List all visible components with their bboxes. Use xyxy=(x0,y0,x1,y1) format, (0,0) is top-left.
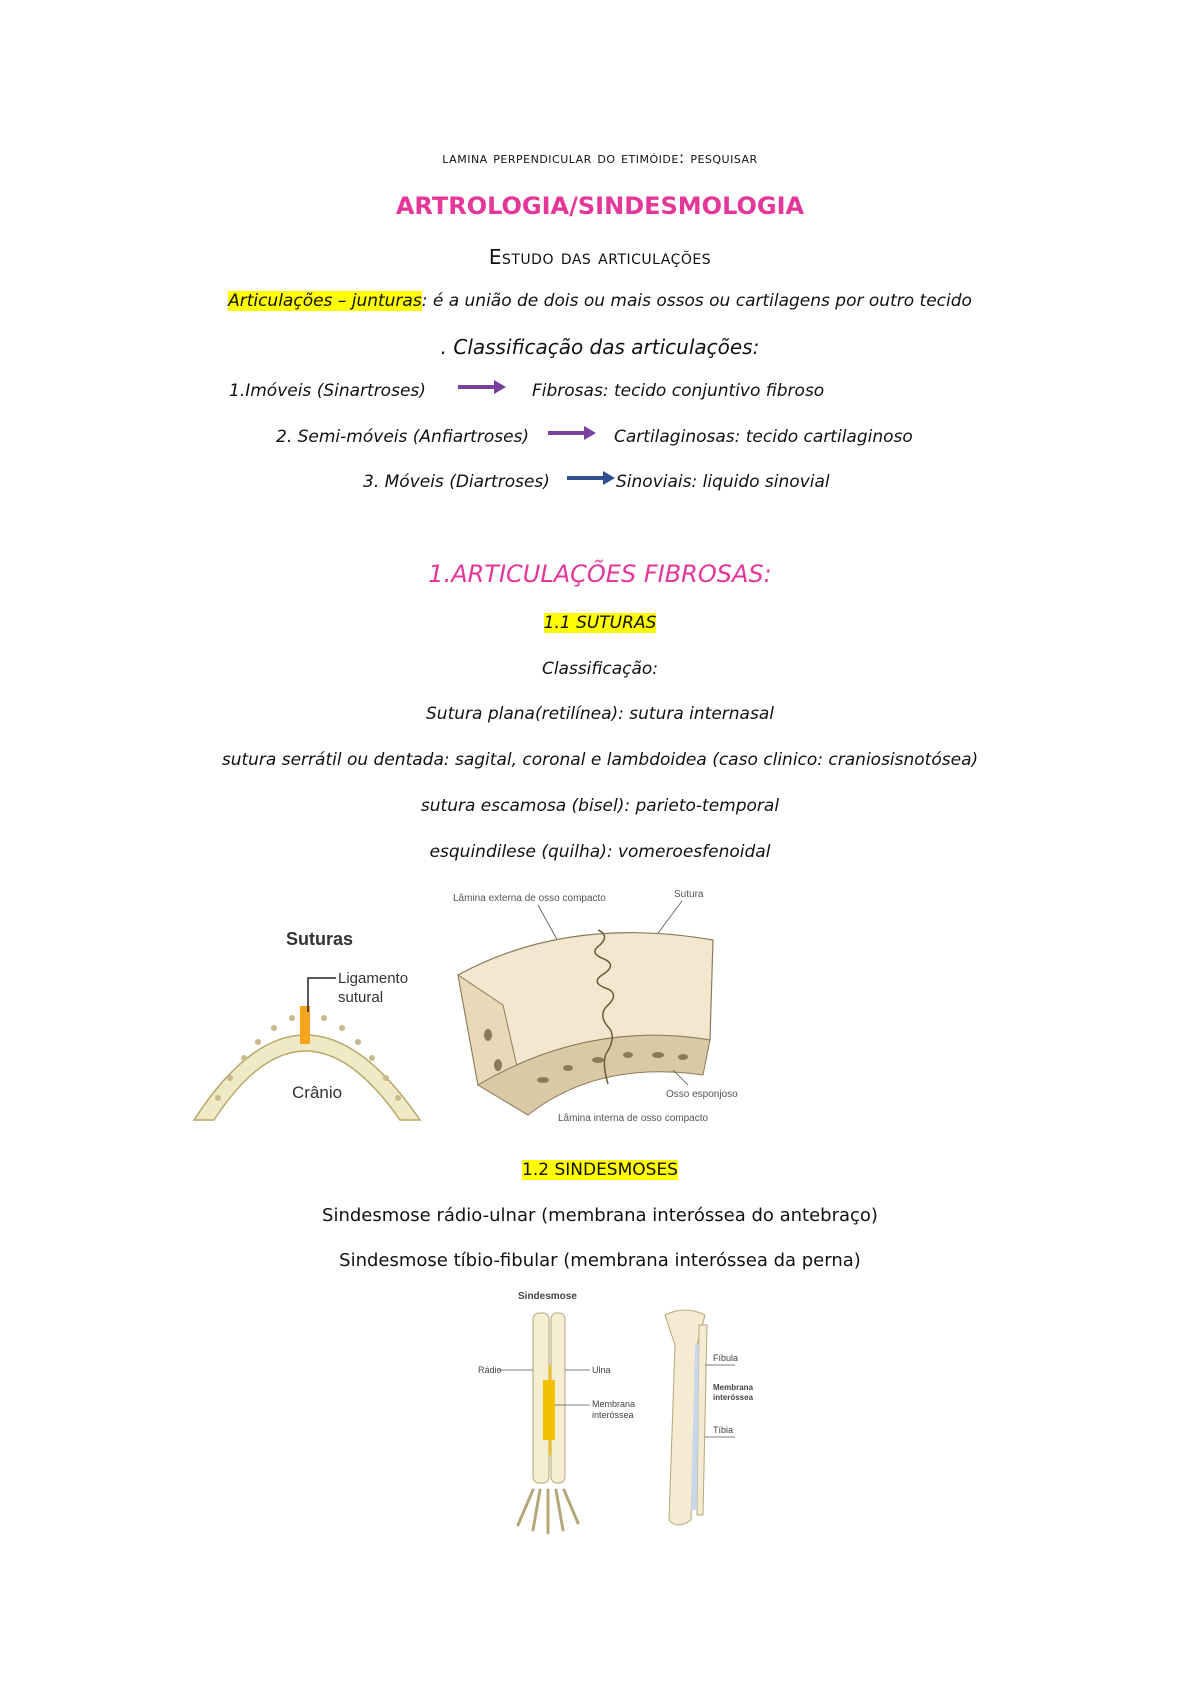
suturas-fig-cranio: Crânio xyxy=(292,1083,343,1102)
sub11-heading: 1.1 SUTURAS xyxy=(543,613,657,633)
class-2-right: Cartilaginosas: tecido cartilaginoso xyxy=(614,427,913,447)
main-title: ARTROLOGIA/SINDESMOLOGIA xyxy=(395,192,805,220)
bone-label-sutura: Sutura xyxy=(674,889,704,900)
forearm-label-membrana-2: interóssea xyxy=(592,1410,634,1420)
suturas-figure xyxy=(188,920,458,1125)
class-2-left: 2. Semi-móveis (Anfiartroses) xyxy=(276,427,530,447)
suturas-fig-title: Suturas xyxy=(286,929,354,949)
suturas-fig-ligamento-2: sutural xyxy=(338,989,384,1006)
forearm-title: Sindesmose xyxy=(518,1291,577,1302)
definition-line xyxy=(0,291,1200,311)
tibia-label-membrana-2: interóssea xyxy=(713,1393,754,1402)
subtitle: Estudo das articulações xyxy=(488,245,712,269)
sutura-line-4: esquindilese (quilha): vomeroesfenoidal xyxy=(429,842,771,862)
bone-label-spongy: Osso esponjoso xyxy=(666,1089,738,1100)
sutura-line-2: sutura serrátil ou dentada: sagital, coronal e lambdoidea (caso clinico: craniosisnotósea) xyxy=(221,750,979,770)
sindesmose-line-1: Sindesmose rádio-ulnar (membrana interóssea do antebraço) xyxy=(322,1205,878,1226)
class-1-right: Fibrosas: tecido conjuntivo fibroso xyxy=(532,381,825,401)
bone-label-external: Lâmina externa de osso compacto xyxy=(453,893,606,904)
forearm-label-membrana-1: Membrana xyxy=(592,1399,636,1409)
forearm-label-radio: Rádio xyxy=(478,1365,502,1375)
arrow-1-head xyxy=(494,380,506,394)
tibia-label-fibula: Fíbula xyxy=(713,1353,739,1363)
class-3-right: Sinoviais: liquido sinovial xyxy=(616,472,830,492)
tibia-label-membrana-1: Membrana xyxy=(713,1383,754,1392)
classification-title: . Classificação das articulações: xyxy=(440,335,760,359)
bone-block-figure xyxy=(448,885,758,1130)
arrow-icon xyxy=(565,467,617,489)
tibia-fibula-figure xyxy=(655,1305,775,1535)
class-3-left: 3. Móveis (Diartroses) xyxy=(363,472,550,492)
sindesmose-line-2: Sindesmose tíbio-fibular (membrana interóssea da perna) xyxy=(339,1250,861,1271)
bone-label-internal: Lâmina interna de osso compacto xyxy=(558,1113,709,1124)
arrow-icon xyxy=(546,422,598,444)
sub11-heading-wrap xyxy=(0,613,1200,633)
arrow-3-head xyxy=(603,471,615,485)
top-note: lamina perpendicular do etimóide: pesquisar xyxy=(442,148,758,167)
definition-term: Articulações – junturas xyxy=(228,291,422,311)
definition-text: : é a união de dois ou mais ossos ou cartilagens por outro tecido xyxy=(421,291,972,311)
sub11-classification-label: Classificação: xyxy=(541,659,659,679)
tibia-label-tibia: Tíbia xyxy=(713,1425,734,1435)
sutura-line-1: Sutura plana(retilínea): sutura internasal xyxy=(426,704,774,724)
forearm-figure xyxy=(478,1285,653,1535)
sub12-heading: 1.2 SINDESMOSES xyxy=(522,1160,678,1180)
sub12-heading-wrap xyxy=(0,1160,1200,1180)
arrow-icon xyxy=(456,376,508,398)
class-1-left: 1.Imóveis (Sinartroses) xyxy=(229,381,426,401)
sutura-line-3: sutura escamosa (bisel): parieto-temporal xyxy=(420,796,780,816)
forearm-label-ulna: Ulna xyxy=(592,1365,611,1375)
section-1-title: 1.ARTICULAÇÕES FIBROSAS: xyxy=(428,560,772,588)
arrow-2-head xyxy=(584,426,596,440)
suturas-fig-ligamento-1: Ligamento xyxy=(338,970,409,987)
